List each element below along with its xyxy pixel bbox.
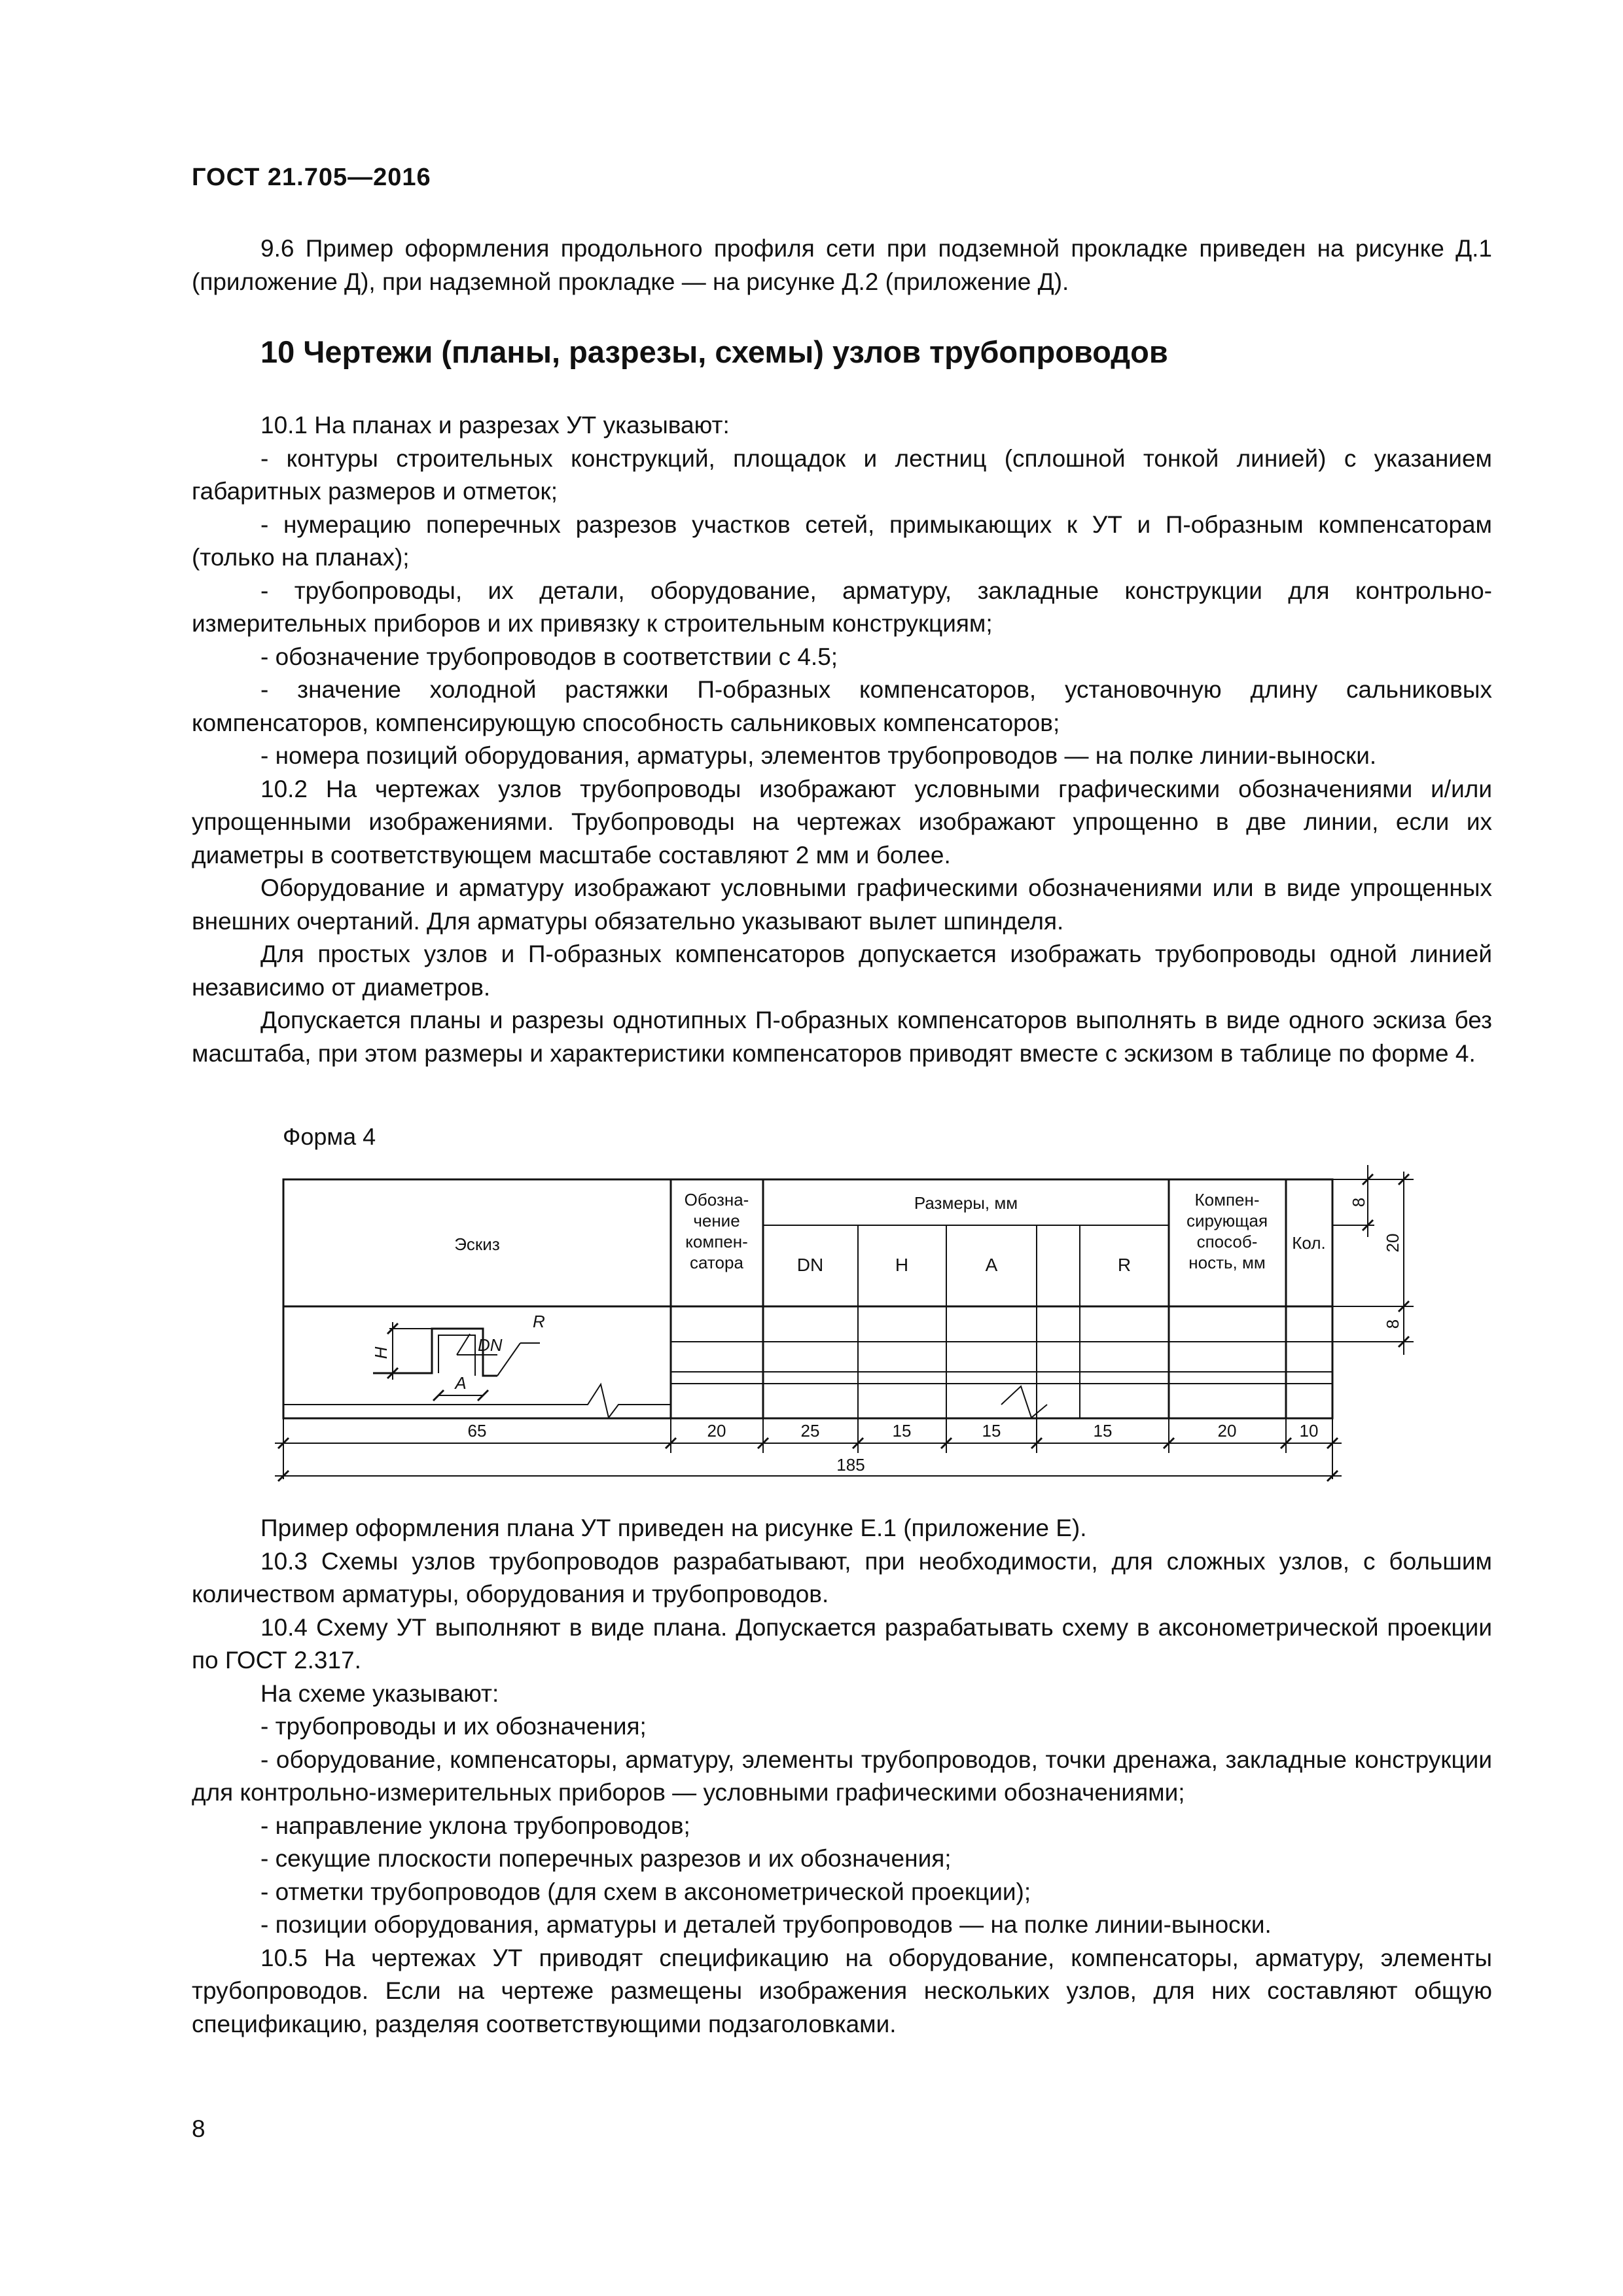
dim-right-20: 20 bbox=[1383, 1233, 1402, 1253]
after-form-body bbox=[192, 1512, 1492, 2041]
list-item: - отметки трубопроводов (для схем в аксонометрической проекции); bbox=[260, 1878, 1031, 1905]
sketch-label-r: R bbox=[533, 1312, 545, 1331]
sketch-label-h: H bbox=[371, 1346, 391, 1359]
h-subheader: H bbox=[895, 1255, 909, 1275]
designation-header-line-3: компен- bbox=[685, 1232, 748, 1251]
paragraph: 10.1 На планах и разрезах УТ указывают: bbox=[260, 412, 730, 439]
list-item: - обозначение трубопроводов в соответствии с 4.5; bbox=[260, 643, 838, 670]
dim-10: 10 bbox=[1299, 1421, 1319, 1441]
dim-15-r: 15 bbox=[1093, 1421, 1113, 1441]
dim-20-designation: 20 bbox=[707, 1421, 726, 1441]
list-item: - нумерацию поперечных разрезов участков сетей, примыкающих к УТ и П-образным компенсаторам (только на планах); bbox=[192, 511, 1492, 571]
list-item: - трубопроводы, их детали, оборудование, арматуру, закладные конструкции для контрольно-измерительных приборов и их привязку к строительным конструкциям; bbox=[192, 577, 1492, 637]
dim-right-8-row: 8 bbox=[1383, 1319, 1402, 1329]
paragraph-9-6: 9.6 Пример оформления продольного профиля сети при подземной прокладке приведен на рисунке Д.1 (приложение Д), при надземной прокладке — на рисунке Д.2 (приложение Д). bbox=[192, 235, 1492, 295]
designation-header-line-2: чение bbox=[693, 1211, 740, 1230]
paragraph-10-5: 10.5 На чертежах УТ приводят спецификацию на оборудование, компенсаторы, арматуру, элементы трубопроводов. Если на чертеже размещены изображения нескольких узлов, для них составляют общую спецификацию, разделяя соответствующими подзаголовками. bbox=[192, 1944, 1492, 2037]
dim-total-185: 185 bbox=[836, 1455, 865, 1475]
list-item: - направление уклона трубопроводов; bbox=[260, 1812, 690, 1839]
sketch-column-header: Эскиз bbox=[454, 1234, 500, 1254]
compensating-header-line-1: Компен- bbox=[1194, 1190, 1260, 1210]
dim-20-compensating: 20 bbox=[1217, 1421, 1237, 1441]
sketch-label-dn: DN bbox=[478, 1335, 503, 1355]
compensating-header-line-4: ность, мм bbox=[1188, 1253, 1266, 1272]
form-4-table bbox=[262, 1165, 1427, 1492]
form-label: Форма 4 bbox=[283, 1123, 376, 1150]
dim-15-a: 15 bbox=[982, 1421, 1001, 1441]
list-item: - позиции оборудования, арматуры и деталей трубопроводов — на полке линии-выноски. bbox=[260, 1911, 1272, 1938]
dim-25: 25 bbox=[800, 1421, 820, 1441]
list-item: - контуры строительных конструкций, площадок и лестниц (сплошной тонкой линией) с указанием габаритных размеров и отметок; bbox=[192, 444, 1492, 505]
list-item: - секущие плоскости поперечных разрезов и их обозначения; bbox=[260, 1845, 952, 1872]
paragraph: Для простых узлов и П-образных компенсаторов допускается изображать трубопроводы одной линией независимо от диаметров. bbox=[192, 941, 1492, 1001]
document-header: ГОСТ 21.705—2016 bbox=[192, 164, 431, 191]
paragraph-10-4: 10.4 Схему УТ выполняют в виде плана. Допускается разрабатывать схему в аксонометрической проекции по ГОСТ 2.317. bbox=[192, 1613, 1492, 1674]
list-item: - номера позиций оборудования, арматуры, элементов трубопроводов — на полке линии-выноски. bbox=[260, 742, 1377, 769]
dn-subheader: DN bbox=[796, 1255, 824, 1275]
paragraph: Пример оформления плана УТ приведен на рисунке Е.1 (приложение Е). bbox=[260, 1515, 1087, 1541]
dimensions-header: Размеры, мм bbox=[914, 1193, 1018, 1213]
page-number: 8 bbox=[192, 2115, 205, 2142]
section-10-body bbox=[192, 409, 1492, 1070]
list-item: - трубопроводы и их обозначения; bbox=[260, 1713, 647, 1740]
paragraph-10-3: 10.3 Схемы узлов трубопроводов разрабатывают, при необходимости, для сложных узлов, с большим количеством арматуры, оборудования и трубопроводов. bbox=[192, 1547, 1492, 1607]
dim-right-8-top: 8 bbox=[1349, 1197, 1368, 1208]
paragraph: На схеме указывают: bbox=[260, 1679, 499, 1707]
list-item: - значение холодной растяжки П-образных компенсаторов, установочную длину сальниковых компенсаторов, компенсирующую способность сальниковых компенсаторов; bbox=[192, 676, 1492, 736]
r-subheader: R bbox=[1117, 1255, 1132, 1275]
paragraph: Допускается планы и разрезы однотипных П-образных компенсаторов выполнять в виде одного эскиза без масштаба, при этом размеры и характеристики компенсаторов приводят вместе с эскизом в таблице по форме 4. bbox=[192, 1007, 1492, 1067]
a-subheader: A bbox=[985, 1255, 998, 1275]
dim-65: 65 bbox=[467, 1421, 487, 1441]
designation-header-line-1: Обозна- bbox=[684, 1190, 749, 1210]
compensating-header-line-2: сирующая bbox=[1186, 1211, 1268, 1230]
section-heading: 10 Чертежи (планы, разрезы, схемы) узлов трубопроводов bbox=[260, 334, 1168, 369]
paragraph: 10.2 На чертежах узлов трубопроводы изображают условными графическими обозначениями и/или упрощенными изображениями. Трубопроводы на чертежах изображают упрощенно в две линии, если их диаметры в соответствующем масштабе составляют 2 мм и более. bbox=[192, 775, 1492, 869]
compensating-header-line-3: способ- bbox=[1196, 1232, 1258, 1251]
sketch-label-a: A bbox=[455, 1373, 467, 1393]
list-item: - оборудование, компенсаторы, арматуру, элементы трубопроводов, точки дренажа, закладные конструкции для контрольно-измерительных приборов — условными графическими обозначениями; bbox=[192, 1746, 1492, 1806]
designation-header-line-4: сатора bbox=[690, 1253, 743, 1272]
paragraph: Оборудование и арматуру изображают условными графическими обозначениями или в виде упрощенных внешних очертаний. Для арматуры обязательно указывают вылет шпинделя. bbox=[192, 874, 1492, 935]
qty-header: Кол. bbox=[1292, 1233, 1326, 1253]
dim-15-h: 15 bbox=[892, 1421, 912, 1441]
top-paragraph-block bbox=[192, 232, 1492, 298]
